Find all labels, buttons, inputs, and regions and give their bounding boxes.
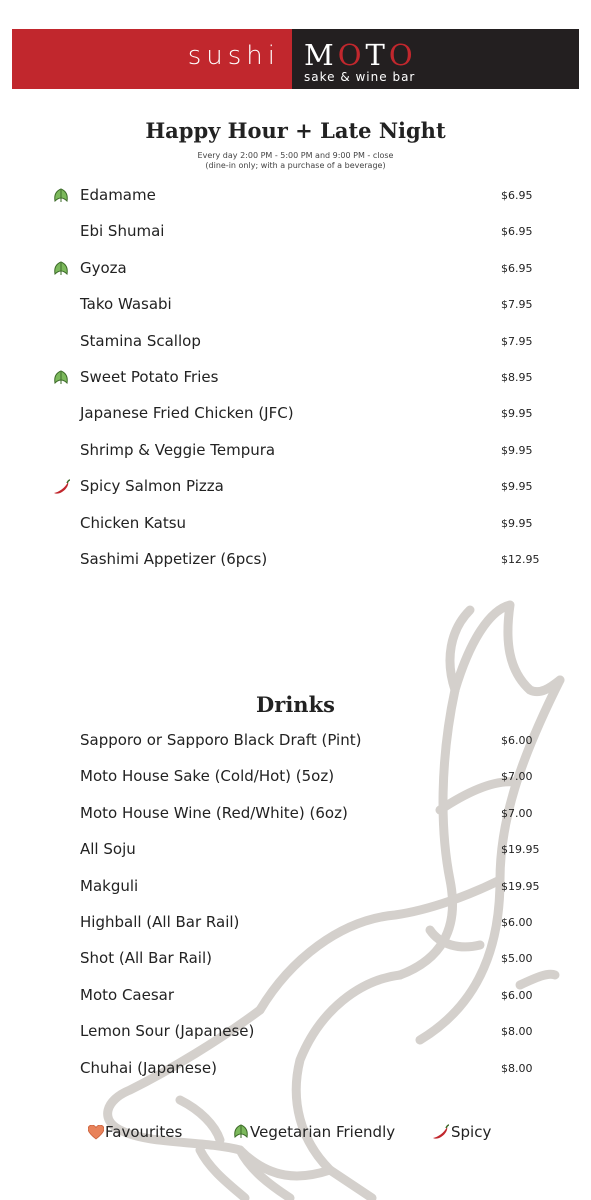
item-price: $12.95	[501, 553, 540, 566]
brand-letter-m: M	[304, 38, 338, 72]
item-name: Makguli	[80, 876, 139, 895]
heart-icon	[88, 1125, 104, 1140]
item-price: $6.00	[501, 988, 533, 1002]
vegetarian-icon	[53, 188, 69, 204]
item-name: Gyoza	[80, 258, 127, 277]
legend-favourites	[88, 1123, 182, 1141]
item-price: $9.95	[501, 480, 533, 494]
menu-item-row	[0, 548, 591, 572]
item-price: $6.95	[501, 189, 533, 202]
legend-vegetarian	[233, 1123, 395, 1141]
drink-item-row	[0, 838, 591, 862]
vegetarian-icon	[53, 261, 69, 277]
item-price: $8.95	[501, 371, 533, 384]
brand-name-left: sushi	[187, 41, 280, 71]
legend-spicy-label: Spicy	[451, 1123, 492, 1141]
item-name: Japanese Fried Chicken (JFC)	[80, 404, 294, 423]
item-price: $6.95	[501, 261, 533, 275]
item-name: Shot (All Bar Rail)	[80, 949, 212, 968]
item-name: Moto Caesar	[80, 985, 175, 1004]
menu-item-row	[0, 475, 591, 499]
item-price: $9.95	[501, 516, 533, 530]
item-price: $9.95	[501, 443, 533, 457]
vegetarian-icon	[53, 370, 69, 386]
item-price: $19.95	[501, 879, 540, 893]
item-name: Sweet Potato Fries	[80, 368, 219, 386]
spicy-icon	[53, 479, 69, 495]
menu-item-row	[0, 257, 591, 281]
brand-tagline: sake & wine bar	[304, 70, 416, 84]
drink-item-row	[0, 984, 591, 1008]
item-name: Lemon Sour (Japanese)	[80, 1022, 255, 1041]
brand-header	[12, 29, 579, 89]
menu-item-row	[0, 184, 591, 208]
item-price: $19.95	[501, 843, 540, 857]
item-name: Spicy Salmon Pizza	[80, 477, 224, 496]
brand-logo-left	[12, 29, 292, 89]
happy-hour-title: Happy Hour + Late Night	[145, 118, 446, 143]
item-name: Ebi Shumai	[80, 222, 165, 241]
menu-item-row	[0, 402, 591, 426]
item-name: Sashimi Appetizer (6pcs)	[80, 550, 268, 568]
item-name: Tako Wasabi	[80, 295, 172, 314]
item-name: Highball (All Bar Rail)	[80, 913, 240, 931]
happy-hour-note: (dine-in only; with a purchase of a beverage)	[205, 161, 386, 170]
item-price: $7.95	[501, 298, 533, 312]
drink-item-row	[0, 802, 591, 826]
item-price: $9.95	[501, 407, 533, 421]
menu-item-row	[0, 293, 591, 317]
item-name: Shrimp & Veggie Tempura	[80, 440, 276, 459]
item-price: $5.00	[501, 952, 533, 966]
menu-item-row	[0, 366, 591, 390]
brand-logo-right	[292, 29, 579, 89]
item-name: All Soju	[80, 840, 136, 859]
item-name: Moto House Sake (Cold/Hot) (5oz)	[80, 767, 335, 786]
spicy-icon	[432, 1124, 450, 1140]
menu-item-row	[0, 330, 591, 354]
drinks-title: Drinks	[256, 692, 335, 717]
item-price: $6.95	[501, 225, 533, 239]
drink-item-row	[0, 1020, 591, 1044]
item-name: Stamina Scallop	[80, 331, 201, 350]
menu-item-row	[0, 512, 591, 536]
brand-letter-t: T	[365, 38, 389, 72]
brand-letter-o1: O	[337, 38, 366, 72]
drink-item-row	[0, 875, 591, 899]
item-name: Moto House Wine (Red/White) (6oz)	[80, 803, 348, 822]
item-price: $8.00	[501, 1025, 533, 1039]
drink-item-row	[0, 911, 591, 935]
drink-item-row	[0, 1057, 591, 1081]
legend-vegetarian-label: Vegetarian Friendly	[250, 1123, 396, 1141]
item-price: $7.95	[501, 334, 533, 348]
item-name: Chuhai (Japanese)	[80, 1058, 217, 1077]
item-price: $8.00	[501, 1061, 533, 1075]
drink-item-row	[0, 947, 591, 971]
brand-letter-o2: O	[388, 38, 417, 72]
legend-favourites-label: Favourites	[105, 1123, 183, 1141]
menu-item-row	[0, 220, 591, 244]
drink-item-row	[0, 765, 591, 789]
vegetarian-icon	[233, 1124, 249, 1140]
item-price: $6.00	[501, 734, 533, 747]
item-price: $7.00	[501, 770, 533, 784]
item-name: Chicken Katsu	[80, 513, 187, 532]
item-price: $7.00	[501, 806, 533, 820]
brand-name-right	[304, 38, 417, 72]
menu-item-row	[0, 439, 591, 463]
item-name: Edamame	[80, 186, 156, 204]
drink-item-row	[0, 729, 591, 753]
item-name: Sapporo or Sapporo Black Draft (Pint)	[80, 731, 362, 749]
legend-spicy	[432, 1123, 491, 1141]
happy-hour-hours: Every day 2:00 PM - 5:00 PM and 9:00 PM - close	[197, 151, 394, 160]
item-price: $6.00	[501, 916, 533, 929]
